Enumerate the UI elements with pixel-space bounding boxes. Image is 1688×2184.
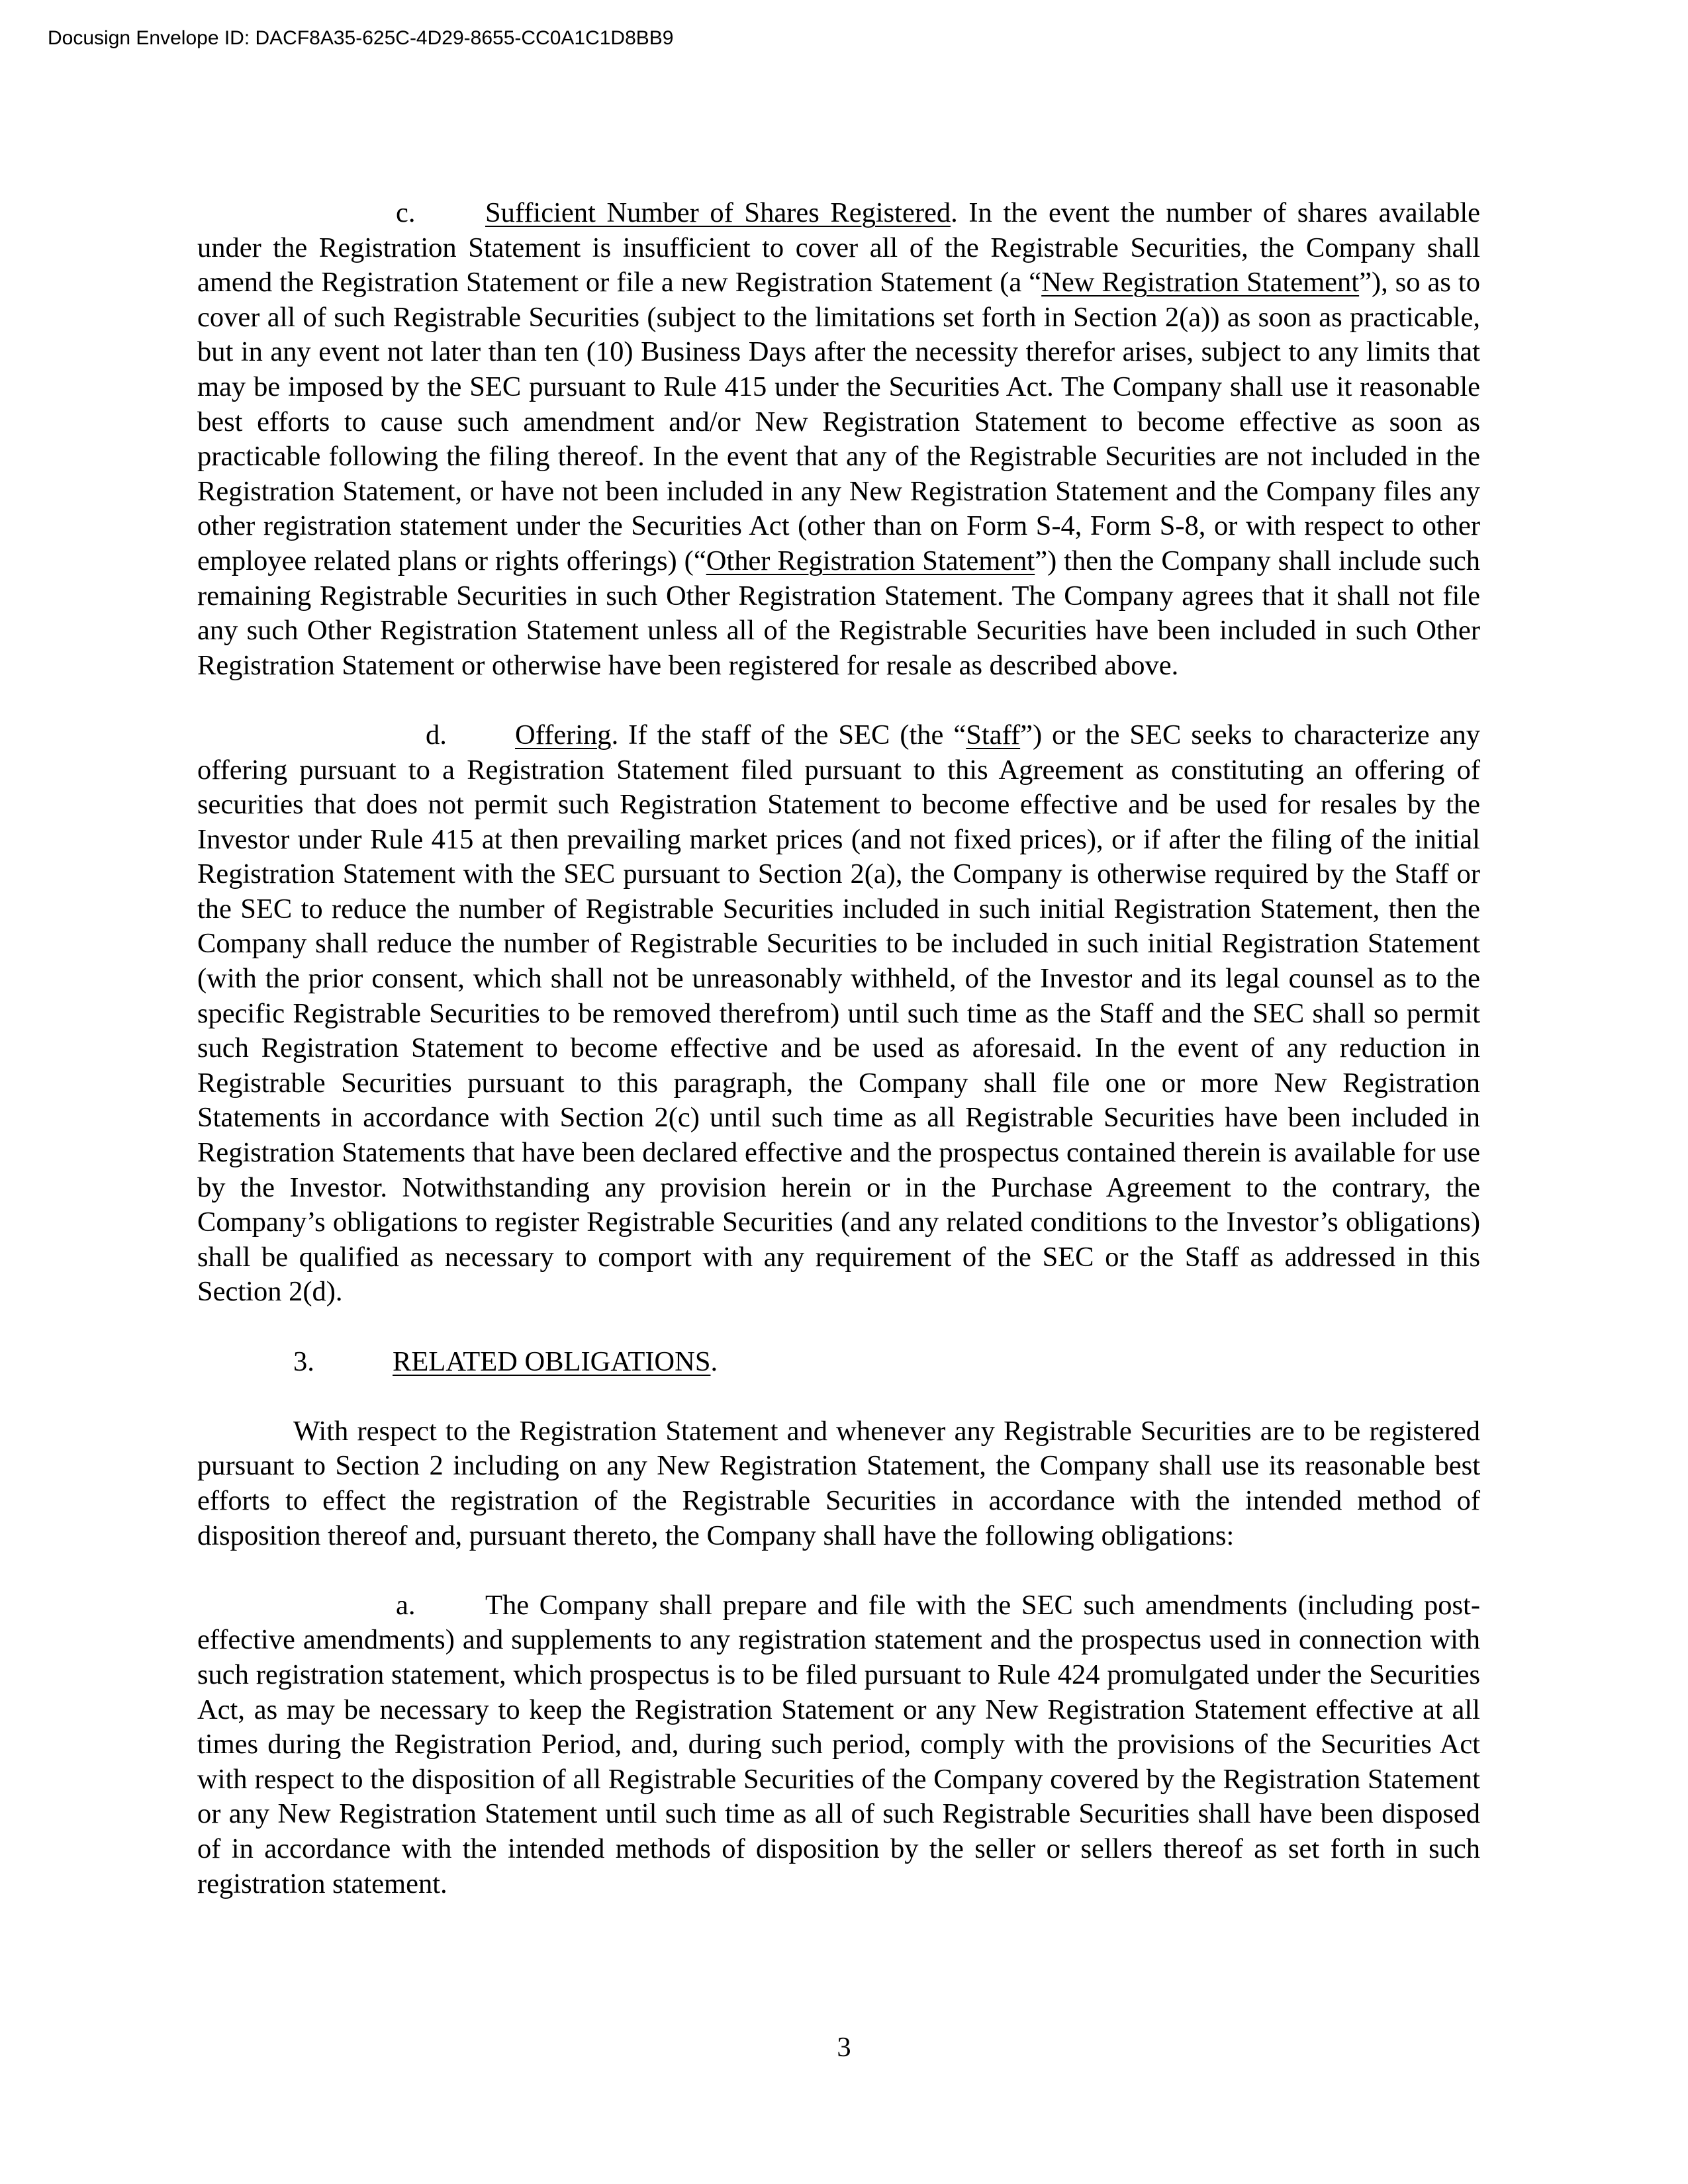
section-3a-text: The Company shall prepare and file with the SEC such amendments (including post-effective amendments) and supplements to any registration statement and the prospectus used in connection with such registration statement, which prospectus is to be filed pursuant to Rule 424 promulgated under the Securities Act, as may be necessary to keep the Registration Statement or any New Registration Statement effective at all times during the Registration Period, and, during such period, comply with the provisions of the Securities Act with respect to the disposition of all Registrable Securities of the Company covered by the Registration Statement or any New Registration Statement until such time as all of such Registrable Securities shall have been disposed of in accordance with the intended methods of disposition by the seller or sellers thereof as set forth in such registration statement. [197,1589,1480,1899]
docusign-envelope-id: Docusign Envelope ID: DACF8A35-625C-4D29-8655-CC0A1C1D8BB9 [48,27,674,49]
section-2d-marker: d. [426,719,447,751]
section-2c-text-2: ”), so as to cover all of such Registrable Securities (subject to the limitations set forth in Section 2(a)) as soon as practicable, but in any event not later than ten (10) Business Days after the necessity therefor arises, subject to any limits that may be imposed by the SEC pursuant to Rule 415 under the Securities Act. The Company shall use it reasonable best efforts to cause such amendment and/or New Registration Statement to become effective as soon as practicable following the filing thereof. In the event that any of the Registrable Securities are not included in the Registration Statement, or have not been included in any New Registration Statement and the Company files any other registration statement under the Securities Act (other than on Form S-4, Form S-8, or with respect to other employee related plans or rights offerings) (“ [197,267,1480,576]
section-3a-marker: a. [396,1589,416,1621]
document-body [197,196,1480,1901]
section-3-marker: 3. [293,1345,314,1377]
section-2d-text-1: . If the staff of the SEC (the “ [611,719,966,751]
section-2c-marker: c. [396,197,416,228]
section-2d-text-2: ”) or the SEC seeks to characterize any offering pursuant to a Registration Statement filed pursuant to this Agreement as constituting an offering of securities that does not permit such Registration Statement to become effective and be used for resales by the Investor under Rule 415 at then prevailing market prices (and not fixed prices), or if after the filing of the initial Registration Statement with the SEC pursuant to Section 2(a), the Company is otherwise required by the Staff or the SEC to reduce the number of Registrable Securities included in such initial Registration Statement, then the Company shall reduce the number of Registrable Securities to be included in such initial Registration Statement (with the prior consent, which shall not be unreasonably withheld, of the Investor and its legal counsel as to the specific Registrable Securities to be removed therefrom) until such time as the Staff and the SEC shall so permit such Registration Statement to become effective and be used as aforesaid. In the event of any reduction in Registrable Securities pursuant to this paragraph, the Company shall file one or more New Registration Statements in accordance with Section 2(c) until such time as all Registrable Securities have been included in Registration Statements that have been declared effective and the prospectus contained therein is available for use by the Investor. Notwithstanding any provision herein or in the Purchase Agreement to the contrary, the Company’s obligations to register Registrable Securities (and any related conditions to the Investor’s obligations) shall be qualified as necessary to comport with any requirement of the SEC or the Staff as addressed in this Section 2(d). [197,719,1481,1308]
section-2c-text-3: ”) then the Company shall include such remaining Registrable Securities in such Other Registration Statement. The Company agrees that it shall not file any such Other Registration Statement unless all of the Registrable Securities have been included in such Other Registration Statement or otherwise have been registered for resale as described above. [197,545,1480,681]
section-2c-paragraph [197,196,1480,683]
defined-term-other-registration-statement: Other Registration Statement [706,545,1035,576]
page-number: 3 [837,2032,851,2063]
defined-term-new-registration-statement: New Registration Statement [1041,267,1360,298]
section-3-heading-line [197,1345,1480,1380]
defined-term-staff: Staff [966,719,1021,751]
section-3-intro-paragraph: With respect to the Registration Statement and whenever any Registrable Securities are to be registered pursuant to Section 2 including on any New Registration Statement, the Company shall use its reasonable best efforts to effect the registration of the Registrable Securities in accordance with the intended method of disposition thereof and, pursuant thereto, the Company shall have the following obligations: [197,1415,1480,1551]
section-2d-paragraph [197,718,1480,1310]
section-2c-text-1: . In the event the number of shares available under the Registration Statement is insufficient to cover all of the Registrable Securities, the Company shall amend the Registration Statement or file a new Registration Statement (a “ [197,197,1480,298]
section-2c-heading: Sufficient Number of Shares Registered [485,197,951,228]
section-3-heading-period: . [710,1345,718,1377]
section-3-heading: RELATED OBLIGATIONS [393,1345,711,1377]
section-3a-paragraph [197,1588,1480,1901]
section-2d-heading: Offering [515,719,612,751]
